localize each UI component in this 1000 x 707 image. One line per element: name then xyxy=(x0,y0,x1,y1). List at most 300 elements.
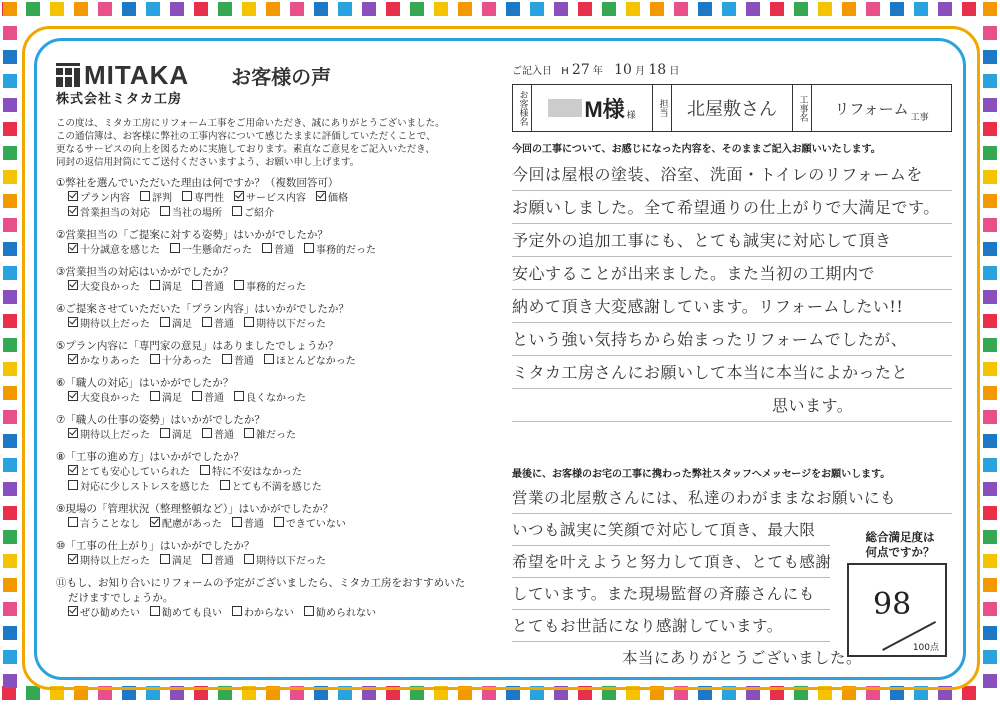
checkbox-icon[interactable] xyxy=(264,354,274,364)
border-tile xyxy=(983,410,997,424)
option-row xyxy=(56,280,486,295)
border-tile xyxy=(626,2,640,16)
option-label: 満足 xyxy=(162,282,182,293)
checkbox-icon[interactable] xyxy=(140,191,150,201)
comment-column xyxy=(512,60,952,672)
checkbox-icon[interactable] xyxy=(160,554,170,564)
question-11 xyxy=(56,576,486,621)
checkbox-option[interactable] xyxy=(244,319,326,330)
checkbox-option[interactable] xyxy=(244,430,296,441)
checkbox-option[interactable] xyxy=(202,430,234,441)
question-text: ④ご提案させていただいた「プラン内容」はいかがでしたか？ xyxy=(56,303,349,315)
border-tile xyxy=(983,386,997,400)
checkbox-icon[interactable] xyxy=(244,554,254,564)
border-tile xyxy=(983,338,997,352)
decorative-border-top xyxy=(0,0,1000,20)
border-tile xyxy=(983,434,997,448)
checkbox-option[interactable] xyxy=(68,193,130,204)
option-row xyxy=(56,465,486,480)
border-tile xyxy=(3,122,17,136)
mitaka-logo-icon xyxy=(56,63,80,87)
option-label: 普通 xyxy=(214,319,234,330)
border-tile xyxy=(3,626,17,640)
question-text: ⑧「工事の進め方」はいかがでしたか？ xyxy=(56,451,244,463)
checkbox-icon[interactable] xyxy=(150,391,160,401)
checkbox-option[interactable] xyxy=(160,556,192,567)
question-text: ①弊社を選んでいただいた理由は何ですか？（複数回答可） xyxy=(56,177,339,189)
option-row xyxy=(56,606,486,621)
option-label: 普通 xyxy=(233,356,254,367)
border-tile xyxy=(3,146,17,160)
question-list xyxy=(56,176,486,621)
border-tile xyxy=(3,554,17,568)
checkbox-icon[interactable] xyxy=(274,517,284,527)
question-10 xyxy=(56,539,486,569)
border-tile xyxy=(3,602,17,616)
border-tile xyxy=(983,482,997,496)
option-row xyxy=(56,391,486,406)
border-tile xyxy=(3,674,17,688)
checked-box-icon[interactable] xyxy=(234,191,244,201)
checkbox-icon[interactable] xyxy=(68,480,78,490)
checkbox-option[interactable] xyxy=(182,193,224,204)
border-tile xyxy=(983,218,997,232)
checkbox-icon[interactable] xyxy=(202,554,212,564)
checked-box-icon[interactable] xyxy=(68,317,78,327)
checked-box-icon[interactable] xyxy=(68,191,78,201)
checkbox-icon[interactable] xyxy=(234,391,244,401)
border-tile xyxy=(3,434,17,448)
question-text: ③営業担当の対応はいかがでしたか？ xyxy=(56,266,234,278)
checkbox-option[interactable] xyxy=(234,282,306,293)
checkbox-option[interactable] xyxy=(222,356,254,367)
message-line: いつも誠実に笑顔で対応して頂き、最大限 xyxy=(512,514,830,546)
border-tile xyxy=(3,362,17,376)
checkbox-option[interactable] xyxy=(192,393,224,404)
border-tile xyxy=(983,146,997,160)
border-tile xyxy=(338,2,352,16)
border-tile xyxy=(938,2,952,16)
score-value: 98 xyxy=(873,587,912,622)
border-tile xyxy=(266,2,280,16)
checked-box-icon[interactable] xyxy=(68,465,78,475)
staff-name: 北屋敷さん xyxy=(672,85,793,131)
border-tile xyxy=(890,2,904,16)
border-tile xyxy=(98,2,112,16)
option-label: とても安心していられた xyxy=(80,467,190,478)
border-tile xyxy=(983,122,997,136)
checkbox-icon[interactable] xyxy=(220,480,230,490)
checkbox-option[interactable] xyxy=(202,556,234,567)
score-label: 総合満足度は 何点ですか？ xyxy=(865,530,935,559)
checkbox-icon[interactable] xyxy=(234,280,244,290)
checkbox-option[interactable] xyxy=(68,319,150,330)
checkbox-option[interactable] xyxy=(68,556,150,567)
checkbox-icon[interactable] xyxy=(68,517,78,527)
option-label: 普通 xyxy=(243,519,264,530)
option-label: 言うことなし xyxy=(80,519,140,530)
checkbox-icon[interactable] xyxy=(304,606,314,616)
checkbox-icon[interactable] xyxy=(244,428,254,438)
option-row xyxy=(56,317,486,332)
comment-line: 今回は屋根の塗装、浴室、洗面・トイレのリフォームを xyxy=(512,158,952,191)
border-tile xyxy=(3,98,17,112)
border-tile xyxy=(482,2,496,16)
option-label: サービス内容 xyxy=(246,193,306,204)
checkbox-option[interactable] xyxy=(68,245,160,256)
option-label: 当社の場所 xyxy=(172,208,222,219)
border-tile xyxy=(3,578,17,592)
option-label: できていない xyxy=(285,519,346,530)
question-4 xyxy=(56,302,486,332)
checkbox-icon[interactable] xyxy=(170,243,180,253)
border-tile xyxy=(983,26,997,40)
border-tile xyxy=(3,50,17,64)
checkbox-option[interactable] xyxy=(68,282,140,293)
checkbox-option[interactable] xyxy=(68,482,210,493)
checkbox-option[interactable] xyxy=(68,467,190,478)
border-tile xyxy=(794,2,808,16)
checkbox-option[interactable] xyxy=(264,356,356,367)
border-tile xyxy=(962,686,976,700)
message-line: 本当にありがとうございました。 xyxy=(622,649,863,667)
intro-text: この度は、ミタカ工房にリフォーム工事をご用命いただき、誠にありがとうございました。 この通信簿は、お客様に弊社の工事内容について感じたままに評価していただくことで、 更なるサービスの向上を図るために実施しております。素直なご意見をご記入いただき、 同封の返信用封筒にてご送付くださいますよう、お願い申し上げます。 xyxy=(56,118,445,168)
border-tile xyxy=(3,266,17,280)
border-tile xyxy=(3,410,17,424)
border-tile xyxy=(3,218,17,232)
border-tile xyxy=(983,170,997,184)
question-text: だけますでしょうか。 xyxy=(68,592,174,604)
year-value: 27 xyxy=(571,62,590,78)
border-tile xyxy=(74,2,88,16)
option-label: 営業担当の対応 xyxy=(80,208,150,219)
option-label: 期待以上だった xyxy=(80,319,150,330)
option-label: 普通 xyxy=(204,393,224,404)
border-tile xyxy=(983,290,997,304)
option-label: 十分誠意を感じた xyxy=(80,245,160,256)
survey-column xyxy=(56,60,486,670)
border-tile xyxy=(983,602,997,616)
border-tile xyxy=(866,2,880,16)
checkbox-option[interactable] xyxy=(68,608,140,619)
option-label: 期待以下だった xyxy=(256,319,326,330)
option-label: 大変良かった xyxy=(80,282,140,293)
option-label: 普通 xyxy=(214,430,234,441)
option-label: 評判 xyxy=(152,193,172,204)
checkbox-option[interactable] xyxy=(150,282,182,293)
score-box xyxy=(847,563,947,657)
border-tile xyxy=(983,554,997,568)
checkbox-option[interactable] xyxy=(274,519,346,530)
option-label: 満足 xyxy=(172,430,192,441)
border-tile xyxy=(983,506,997,520)
checkbox-icon[interactable] xyxy=(150,354,160,364)
border-tile xyxy=(314,2,328,16)
border-tile xyxy=(842,2,856,16)
checkbox-icon[interactable] xyxy=(232,517,242,527)
border-tile xyxy=(290,2,304,16)
border-tile xyxy=(458,2,472,16)
decorative-border-left xyxy=(0,0,20,707)
border-tile xyxy=(818,2,832,16)
logo-row xyxy=(56,60,486,90)
border-tile xyxy=(983,362,997,376)
company-name: 株式会社ミタカ工房 xyxy=(56,92,183,107)
question-text: ⑩「工事の仕上がり」はいかがでしたか？ xyxy=(56,540,255,552)
option-label: 大変良かった xyxy=(80,393,140,404)
border-tile xyxy=(3,242,17,256)
checkbox-icon[interactable] xyxy=(160,317,170,327)
checked-box-icon[interactable] xyxy=(68,280,78,290)
checked-box-icon[interactable] xyxy=(68,391,78,401)
checkbox-option[interactable] xyxy=(304,608,376,619)
border-tile xyxy=(242,2,256,16)
comment-line: 予定外の追加工事にも、とても誠実に対応して頂き xyxy=(512,224,952,257)
border-tile xyxy=(362,2,376,16)
checkbox-option[interactable] xyxy=(68,519,140,530)
question-1 xyxy=(56,176,486,221)
checkbox-option[interactable] xyxy=(160,319,192,330)
border-tile xyxy=(746,2,760,16)
question-text: ⑥「職人の対応」はいかがでしたか？ xyxy=(56,377,234,389)
decorative-border-right xyxy=(980,0,1000,707)
border-tile xyxy=(3,290,17,304)
option-label: 価格 xyxy=(328,193,348,204)
border-tile xyxy=(3,650,17,664)
checkbox-option[interactable] xyxy=(160,208,222,219)
work-label: 工事名 xyxy=(793,85,812,131)
checked-box-icon[interactable] xyxy=(68,606,78,616)
border-tile xyxy=(3,530,17,544)
border-tile xyxy=(3,194,17,208)
checkbox-icon[interactable] xyxy=(222,354,232,364)
customer-cell: M様 様 xyxy=(532,85,653,131)
checkbox-icon[interactable] xyxy=(244,317,254,327)
option-label: 事務的だった xyxy=(316,245,376,256)
border-tile xyxy=(146,2,160,16)
redacted-name xyxy=(548,99,582,117)
border-tile xyxy=(962,2,976,16)
option-row xyxy=(56,480,486,495)
question-text: ⑦「職人の仕事の姿勢」はいかがでしたか？ xyxy=(56,414,265,426)
comments-label: 今回の工事について、お感じになった内容を、そのままご記入お願いいたします。 xyxy=(512,144,881,155)
checked-box-icon[interactable] xyxy=(68,428,78,438)
checkbox-option[interactable] xyxy=(200,467,302,478)
option-label: 満足 xyxy=(172,556,192,567)
option-label: 期待以上だった xyxy=(80,556,150,567)
option-label: プラン内容 xyxy=(80,193,130,204)
checkbox-icon[interactable] xyxy=(192,391,202,401)
border-tile xyxy=(650,2,664,16)
checked-box-icon[interactable] xyxy=(68,206,78,216)
checkbox-option[interactable] xyxy=(220,482,322,493)
border-tile xyxy=(983,98,997,112)
checkbox-icon[interactable] xyxy=(160,206,170,216)
option-label: 普通 xyxy=(204,282,224,293)
checkbox-icon[interactable] xyxy=(182,191,192,201)
border-tile xyxy=(530,2,544,16)
border-tile xyxy=(983,242,997,256)
border-tile xyxy=(3,482,17,496)
option-label: かなりあった xyxy=(80,356,140,367)
checked-box-icon[interactable] xyxy=(68,354,78,364)
checkbox-option[interactable] xyxy=(262,245,294,256)
checkbox-option[interactable] xyxy=(68,430,150,441)
checkbox-icon[interactable] xyxy=(160,428,170,438)
date-label: ご記入日 xyxy=(512,66,552,77)
border-tile xyxy=(26,2,40,16)
checkbox-option[interactable] xyxy=(234,393,306,404)
border-tile xyxy=(983,194,997,208)
border-tile xyxy=(983,578,997,592)
option-label: とても不満を感じた xyxy=(231,482,322,493)
option-label: ご紹介 xyxy=(244,208,274,219)
question-text: ②営業担当の「ご提案に対する姿勢」はいかがでしたか？ xyxy=(56,229,328,241)
checkbox-option[interactable] xyxy=(140,193,172,204)
checkbox-icon[interactable] xyxy=(304,243,314,253)
checkbox-option[interactable] xyxy=(316,193,348,204)
checkbox-option[interactable] xyxy=(150,519,222,530)
checked-box-icon[interactable] xyxy=(316,191,326,201)
question-text: ⑨現場の「管理状況（整理整頓など）」はいかがでしたか？ xyxy=(56,503,334,515)
checkbox-option[interactable] xyxy=(244,556,326,567)
checkbox-icon[interactable] xyxy=(232,606,242,616)
checkbox-option[interactable] xyxy=(68,208,150,219)
checkbox-icon[interactable] xyxy=(232,206,242,216)
question-5 xyxy=(56,339,486,369)
border-tile xyxy=(983,650,997,664)
border-tile xyxy=(3,338,17,352)
option-label: 勧めても良い xyxy=(162,608,222,619)
checkbox-option[interactable] xyxy=(192,282,224,293)
border-tile xyxy=(26,686,40,700)
era: H xyxy=(561,66,569,77)
border-tile xyxy=(770,2,784,16)
customer-label: お客様名 xyxy=(513,85,532,131)
option-label: 良くなかった xyxy=(246,393,306,404)
message-label: 最後に、お客様のお宅の工事に携わった弊社スタッフへメッセージをお願いします。 xyxy=(512,469,891,480)
checkbox-icon[interactable] xyxy=(200,465,210,475)
option-label: ほとんどなかった xyxy=(275,356,356,367)
checkbox-option[interactable] xyxy=(68,393,140,404)
border-tile xyxy=(3,458,17,472)
checkbox-icon[interactable] xyxy=(150,280,160,290)
option-row xyxy=(56,428,486,443)
checked-box-icon[interactable] xyxy=(68,243,78,253)
checkbox-option[interactable] xyxy=(160,430,192,441)
question-2 xyxy=(56,228,486,258)
border-tile xyxy=(170,2,184,16)
message-line: しています。また現場監督の斉藤さんにも xyxy=(512,578,830,610)
border-tile xyxy=(602,2,616,16)
option-label: ぜひ勧めたい xyxy=(80,608,140,619)
border-tile xyxy=(674,2,688,16)
border-tile xyxy=(218,2,232,16)
checkbox-option[interactable] xyxy=(150,393,182,404)
comment-line: 納めて頂き大変感謝しています。リフォームしたい!! xyxy=(512,290,952,323)
border-tile xyxy=(578,2,592,16)
border-tile xyxy=(410,2,424,16)
border-tile xyxy=(50,2,64,16)
checked-box-icon[interactable] xyxy=(150,517,160,527)
option-row xyxy=(56,191,486,206)
question-text: ⑪もし、お知り合いにリフォームの予定がございましたら、ミタカ工房をおすすめいた xyxy=(56,577,466,589)
checkbox-option[interactable] xyxy=(232,608,294,619)
work-cell: リフォーム 工事 xyxy=(834,99,929,123)
border-tile xyxy=(434,2,448,16)
checkbox-icon[interactable] xyxy=(202,317,212,327)
border-tile xyxy=(3,386,17,400)
border-tile xyxy=(194,2,208,16)
page-title: お客様の声 xyxy=(231,64,332,89)
checkbox-option[interactable] xyxy=(234,193,306,204)
border-tile xyxy=(3,74,17,88)
border-tile xyxy=(983,314,997,328)
message-line: 営業の北屋敷さんには、私達のわがままなお願いにも xyxy=(512,482,952,514)
border-tile xyxy=(983,626,997,640)
logo-text: MITAKA xyxy=(84,59,190,90)
border-tile xyxy=(3,26,17,40)
checkbox-option[interactable] xyxy=(150,356,212,367)
checkbox-icon[interactable] xyxy=(150,606,160,616)
border-tile xyxy=(698,2,712,16)
checkbox-option[interactable] xyxy=(150,608,222,619)
option-row xyxy=(56,554,486,569)
border-tile xyxy=(983,50,997,64)
customer-info-table xyxy=(512,84,952,132)
option-label: 十分あった xyxy=(161,356,212,367)
checkbox-option[interactable] xyxy=(232,208,274,219)
option-row xyxy=(56,206,486,221)
border-tile xyxy=(722,2,736,16)
work-name: リフォーム xyxy=(834,99,909,118)
option-label: 特に不安はなかった xyxy=(212,467,302,478)
message-line: 希望を叶えようと努力して頂き、とても感謝 xyxy=(512,546,830,578)
border-tile xyxy=(983,266,997,280)
checkbox-option[interactable] xyxy=(304,245,376,256)
border-tile xyxy=(983,674,997,688)
checkbox-icon[interactable] xyxy=(262,243,272,253)
question-9 xyxy=(56,502,486,532)
border-tile xyxy=(3,2,17,16)
border-tile xyxy=(3,314,17,328)
question-7 xyxy=(56,413,486,443)
option-label: 事務的だった xyxy=(246,282,306,293)
checkbox-option[interactable] xyxy=(68,356,140,367)
option-label: 雑だった xyxy=(256,430,296,441)
checkbox-option[interactable] xyxy=(170,245,252,256)
comment-line: という強い気持ちから始まったリフォームでしたが、 xyxy=(512,323,952,356)
checkbox-icon[interactable] xyxy=(192,280,202,290)
border-tile xyxy=(122,2,136,16)
border-tile xyxy=(506,2,520,16)
border-tile xyxy=(983,2,997,16)
checkbox-option[interactable] xyxy=(202,319,234,330)
border-tile xyxy=(983,74,997,88)
score-max: 100点 xyxy=(912,643,939,653)
comments-lines xyxy=(512,158,952,422)
comment-line: 思います。 xyxy=(512,389,952,422)
option-label: 配慮があった xyxy=(162,519,222,530)
option-label: 満足 xyxy=(162,393,182,404)
customer-name: M様 xyxy=(584,96,625,122)
option-label: 普通 xyxy=(274,245,294,256)
border-tile xyxy=(914,2,928,16)
checkbox-icon[interactable] xyxy=(202,428,212,438)
question-6 xyxy=(56,376,486,406)
checkbox-option[interactable] xyxy=(232,519,264,530)
checked-box-icon[interactable] xyxy=(68,554,78,564)
